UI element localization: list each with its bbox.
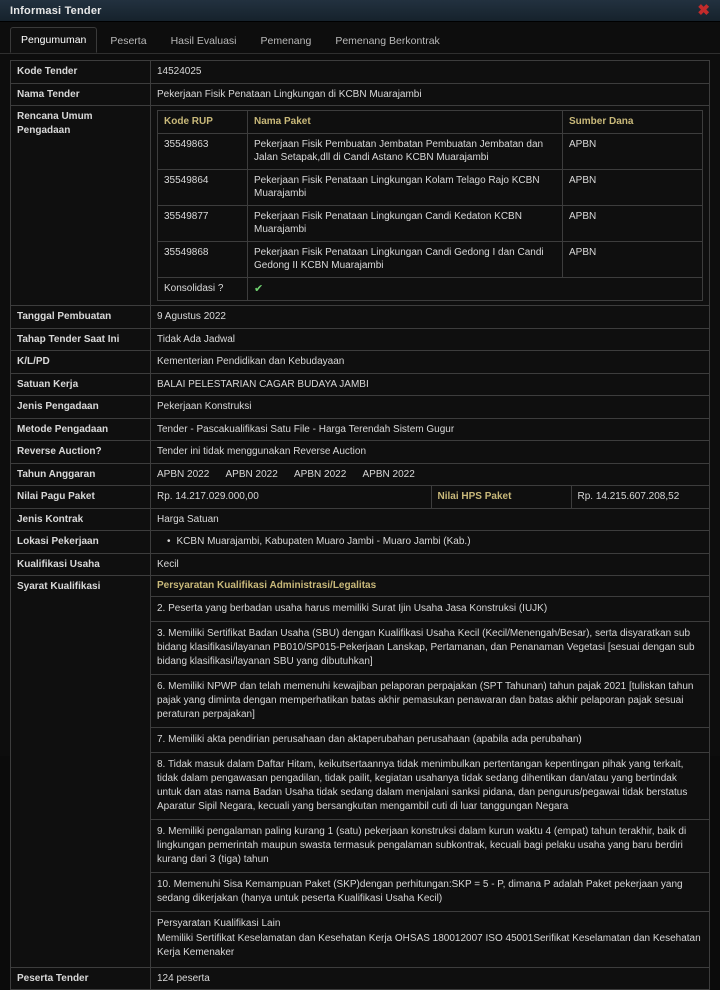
syarat-lain-text: Memiliki Sertifikat Keselamatan dan Kesehatan Kerja OHSAS 180012007 ISO 45001Serifikat Keselamatan dan Kesehatan Kerja Kemenaker — [157, 932, 701, 958]
value-reverse-auction: Tender ini tidak menggunakan Reverse Auction — [151, 441, 710, 464]
rup-nama: Pekerjaan Fisik Pembuatan Jembatan Pembuatan Jembatan dan Jalan Setapak,dll di Candi Astano KCBN Muarajambi — [248, 133, 563, 169]
value-lokasi-pekerjaan-cell — [151, 531, 710, 554]
list-item — [151, 674, 709, 727]
rup-kode: 35549877 — [158, 205, 248, 241]
table-row-metode-pengadaan — [11, 418, 710, 441]
label-metode-pengadaan: Metode Pengadaan — [11, 418, 151, 441]
tahun-anggaran-item: APBN 2022 — [225, 468, 278, 480]
rup-row-konsolidasi — [158, 277, 703, 301]
syarat-item: 10. Memenuhi Sisa Kemampuan Paket (SKP)dengan perhitungan:SKP = 5 - P, dimana P adalah Paket pekerjaan yang sedang dikerjakan (hanya untuk peserta Kualifikasi Usaha Kecil) — [151, 872, 709, 911]
label-satuan-kerja: Satuan Kerja — [11, 373, 151, 396]
table-row-satuan-kerja — [11, 373, 710, 396]
tender-detail-table — [10, 60, 710, 990]
syarat-list-table — [151, 596, 709, 965]
value-metode-pengadaan: Tender - Pascakualifikasi Satu File - Harga Terendah Sistem Gugur — [151, 418, 710, 441]
value-syarat-kualifikasi — [151, 576, 710, 968]
rup-col-sumber-dana: Sumber Dana — [563, 111, 703, 134]
table-row-kualifikasi-usaha — [11, 553, 710, 576]
list-item-lain-text — [151, 931, 709, 965]
label-tahap-tender: Tahap Tender Saat Ini — [11, 328, 151, 351]
table-row-tahun-anggaran — [11, 463, 710, 486]
rup-kode: 35549863 — [158, 133, 248, 169]
label-kualifikasi-usaha: Kualifikasi Usaha — [11, 553, 151, 576]
rup-nama: Pekerjaan Fisik Penataan Lingkungan Candi Kedaton KCBN Muarajambi — [248, 205, 563, 241]
syarat-heading: Persyaratan Kualifikasi Administrasi/Legalitas — [157, 580, 377, 592]
rup-row — [158, 241, 703, 277]
value-nilai-pagu: Rp. 14.217.029.000,00 — [151, 486, 431, 508]
label-konsolidasi: Konsolidasi ? — [158, 277, 248, 301]
table-row-nama-tender — [11, 83, 710, 106]
rup-dana: APBN — [563, 241, 703, 277]
table-row-syarat-kualifikasi — [11, 576, 710, 968]
label-tahun-anggaran: Tahun Anggaran — [11, 463, 151, 486]
tab-hasil-evaluasi[interactable]: Hasil Evaluasi — [170, 35, 237, 47]
syarat-item: 9. Memiliki pengalaman paling kurang 1 (satu) pekerjaan konstruksi dalam kurun waktu 4 (empat) tahun terakhir, baik di lingkungan pemerintah maupun swasta termasuk pengalaman subkontrak, kecuali bagi pelaku usaha yang baru berdiri kurang dari 3 (tiga) tahun — [151, 819, 709, 872]
syarat-item: 2. Peserta yang berbadan usaha harus memiliki Surat Ijin Usaha Jasa Konstruksi (IUJK) — [151, 596, 709, 621]
table-row-tahap-tender — [11, 328, 710, 351]
value-peserta-tender: 124 peserta — [151, 967, 710, 990]
table-row-lokasi-pekerjaan — [11, 531, 710, 554]
label-rencana-umum-pengadaan: Rencana Umum Pengadaan — [11, 106, 151, 306]
value-lokasi-pekerjaan: • KCBN Muarajambi, Kabupaten Muaro Jambi - Muaro Jambi (Kab.) — [157, 536, 471, 547]
label-nilai-pagu: Nilai Pagu Paket — [11, 486, 151, 509]
label-kode-tender: Kode Tender — [11, 61, 151, 84]
syarat-item: 8. Tidak masuk dalam Daftar Hitam, keikutsertaannya tidak menimbulkan pertentangan kepentingan pihak yang terkait, tidak dalam pengawasan pengadilan, tidak pailit, kegiatan usahanya tidak sedang dihentikan dan/atau yang bertindak untuk dan atas nama Badan Usaha tidak sedang dalam menjalani sanksi pidana, dan pengurus/pegawai tidak berstatus Aparatur Sipil Negara, kecuali yang bersangkutan mengambil cuti di luar tanggungan Negara — [151, 752, 709, 819]
close-icon[interactable]: ✖ — [697, 2, 710, 19]
syarat-item: 3. Memiliki Sertifikat Badan Usaha (SBU) dengan Kualifikasi Usaha Kecil (Kecil/Menengah/Besar), serta disyaratkan sub bidang klasifikasi/layanan PB010/SP015-Pekerjaan Lanskap, Pertamanan, dan Penanaman Vegetasi [sesuai dengan sub bidang klasifikasi/layanan SBU yang dibutuhkan] — [151, 621, 709, 674]
rup-col-kode: Kode RUP — [158, 111, 248, 134]
tahun-anggaran-item: APBN 2022 — [294, 468, 347, 480]
label-tanggal-pembuatan: Tanggal Pembuatan — [11, 306, 151, 329]
tahun-anggaran-item: APBN 2022 — [362, 468, 415, 480]
syarat-item: 6. Memiliki NPWP dan telah memenuhi kewajiban pelaporan perpajakan (SPT Tahunan) tahun pajak 2021 [tuliskan tahun pajak yang diminta dengan memperhatikan batas akhir pemasukan penawaran dan batas akhir pelaporan pajak sesuai peraturan perpajakan] — [151, 674, 709, 727]
table-row-jenis-pengadaan — [11, 396, 710, 419]
rup-dana: APBN — [563, 133, 703, 169]
tender-detail-content — [0, 54, 720, 984]
tab-pengumuman[interactable]: Pengumuman — [10, 27, 97, 53]
value-klpd: Kementerian Pendidikan dan Kebudayaan — [151, 351, 710, 374]
value-nilai-paket-group — [151, 486, 710, 509]
syarat-lain-heading: Persyaratan Kualifikasi Lain — [157, 917, 281, 929]
list-item — [151, 752, 709, 819]
label-reverse-auction: Reverse Auction? — [11, 441, 151, 464]
value-kualifikasi-usaha: Kecil — [151, 553, 710, 576]
rup-header-row — [158, 111, 703, 134]
value-tanggal-pembuatan: 9 Agustus 2022 — [151, 306, 710, 329]
rup-row — [158, 133, 703, 169]
rup-col-nama: Nama Paket — [248, 111, 563, 134]
list-item — [151, 727, 709, 752]
list-item — [151, 596, 709, 621]
table-row-rup — [11, 106, 710, 306]
value-kode-tender: 14524025 — [151, 61, 710, 84]
value-nama-tender: Pekerjaan Fisik Penataan Lingkungan di KCBN Muarajambi — [151, 83, 710, 106]
rup-kode: 35549864 — [158, 169, 248, 205]
label-klpd: K/L/PD — [11, 351, 151, 374]
label-syarat-kualifikasi: Syarat Kualifikasi — [11, 576, 151, 968]
rup-row — [158, 205, 703, 241]
label-nama-tender: Nama Tender — [11, 83, 151, 106]
tab-bar — [0, 22, 720, 54]
table-row-tanggal-pembuatan — [11, 306, 710, 329]
label-peserta-tender: Peserta Tender — [11, 967, 151, 990]
value-satuan-kerja: BALAI PELESTARIAN CAGAR BUDAYA JAMBI — [151, 373, 710, 396]
value-rencana-umum-pengadaan — [151, 106, 710, 306]
table-row-nilai-paket — [11, 486, 710, 509]
table-row-peserta-tender — [11, 967, 710, 990]
tahun-anggaran-item: APBN 2022 — [157, 468, 210, 480]
tab-pemenang[interactable]: Pemenang — [260, 35, 312, 47]
label-nilai-hps: Nilai HPS Paket — [431, 486, 571, 508]
tab-pemenang-berkontrak[interactable]: Pemenang Berkontrak — [335, 35, 440, 47]
value-tahun-anggaran — [151, 463, 710, 486]
rup-nama: Pekerjaan Fisik Penataan Lingkungan Kolam Telago Rajo KCBN Muarajambi — [248, 169, 563, 205]
list-item-lain — [151, 911, 709, 931]
value-jenis-kontrak: Harga Satuan — [151, 508, 710, 531]
label-jenis-pengadaan: Jenis Pengadaan — [11, 396, 151, 419]
list-item — [151, 621, 709, 674]
tab-peserta[interactable]: Peserta — [110, 35, 147, 47]
nilai-split-table — [151, 486, 709, 508]
table-row-kode-tender — [11, 61, 710, 84]
rup-row — [158, 169, 703, 205]
rup-nama: Pekerjaan Fisik Penataan Lingkungan Candi Gedong I dan Candi Gedong II KCBN Muarajambi — [248, 241, 563, 277]
value-nilai-hps: Rp. 14.215.607.208,52 — [577, 491, 680, 503]
label-lokasi-pekerjaan: Lokasi Pekerjaan — [11, 531, 151, 554]
list-item — [151, 819, 709, 872]
label-jenis-kontrak: Jenis Kontrak — [11, 508, 151, 531]
table-row-klpd — [11, 351, 710, 374]
rup-table — [157, 110, 703, 301]
rup-kode: 35549868 — [158, 241, 248, 277]
table-row-reverse-auction — [11, 441, 710, 464]
syarat-item: 7. Memiliki akta pendirian perusahaan dan aktaperubahan perusahaan (apabila ada perubahan) — [151, 727, 709, 752]
konsolidasi-check — [248, 277, 703, 301]
value-jenis-pengadaan: Pekerjaan Konstruksi — [151, 396, 710, 419]
table-row-jenis-kontrak — [11, 508, 710, 531]
list-item — [151, 872, 709, 911]
window-title: Informasi Tender — [10, 4, 102, 17]
rup-dana: APBN — [563, 205, 703, 241]
rup-dana: APBN — [563, 169, 703, 205]
value-tahap-tender: Tidak Ada Jadwal — [151, 328, 710, 351]
check-icon: ✔ — [254, 282, 264, 295]
window-titlebar — [0, 0, 720, 22]
